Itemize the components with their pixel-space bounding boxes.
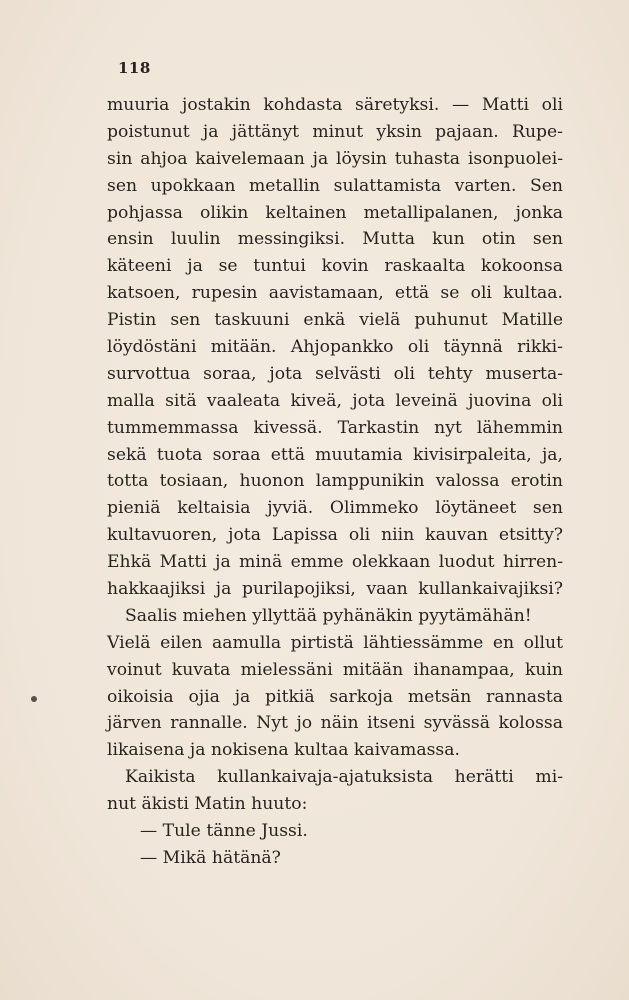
text-line: Pistin sen taskuuni enkä vielä puhunut Matille — [107, 310, 563, 331]
text-line: nut äkisti Matin huuto: — [107, 794, 308, 815]
body-text — [107, 92, 563, 872]
text-line: survottua soraa, jota selvästi oli tehty muserta- — [107, 363, 563, 384]
text-line: hakkaajiksi ja purilapojiksi, vaan kullankaivajiksi? — [107, 579, 563, 600]
text-line: käteeni ja se tuntui kovin raskaalta kokoonsa — [107, 256, 563, 277]
dialogue-line: — Mikä hätänä? — [140, 847, 281, 868]
page-number: 118 — [118, 59, 151, 77]
text-line: järven rannalle. Nyt jo näin itseni syvässä kolossa — [107, 713, 563, 734]
text-line: poistunut ja jättänyt minut yksin pajaan. Rupe- — [107, 121, 563, 142]
text-line: voinut kuvata mielessäni mitään ihanampaa, kuin — [107, 659, 563, 680]
text-line: likaisena ja nokisena kultaa kaivamassa. — [107, 740, 460, 761]
text-line: malla sitä vaaleata kiveä, jota leveinä juovina oli — [107, 390, 563, 411]
text-line: pohjassa olikin keltainen metallipalanen, jonka — [107, 202, 563, 223]
text-line: Saalis miehen yllyttää pyhänäkin pyytämähän! — [125, 605, 532, 626]
text-line: pieniä keltaisia jyviä. Olimmeko löytäneet sen — [107, 498, 563, 519]
text-line: sen upokkaan metallin sulattamista varten. Sen — [107, 175, 563, 196]
dialogue-line: — Tule tänne Jussi. — [140, 821, 308, 842]
text-line: Vielä eilen aamulla pirtistä lähtiessämme en ollut — [107, 632, 563, 653]
text-line: sekä tuota soraa että muutamia kivisirpaleita, ja, — [107, 444, 563, 465]
text-line: ensin luulin messingiksi. Mutta kun otin sen — [107, 229, 563, 250]
text-line: löydöstäni mitään. Ahjopankko oli täynnä rikki- — [107, 337, 563, 358]
text-line: oikoisia ojia ja pitkiä sarkoja metsän rannasta — [107, 686, 563, 707]
text-line: tummemmassa kivessä. Tarkastin nyt lähemmin — [107, 417, 563, 438]
text-line: muuria jostakin kohdasta säretyksi. — Matti oli — [107, 95, 563, 115]
text-line: sin ahjoa kaivelemaan ja löysin tuhasta isonpuolei- — [107, 148, 563, 169]
text-line: katsoen, rupesin aavistamaan, että se oli kultaa. — [107, 283, 563, 304]
text-line: Kaikista kullankaivaja-ajatuksista herätti mi- — [125, 767, 563, 788]
margin-ink-dot — [31, 696, 37, 702]
text-line: totta tosiaan, huonon lamppunikin valossa erotin — [107, 471, 563, 492]
text-line: Ehkä Matti ja minä emme olekkaan luodut hirren- — [107, 552, 563, 573]
text-line: kultavuoren, jota Lapissa oli niin kauvan etsitty? — [107, 525, 563, 546]
